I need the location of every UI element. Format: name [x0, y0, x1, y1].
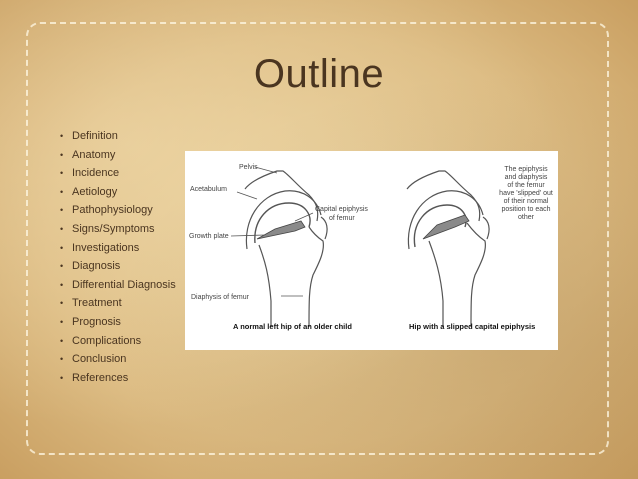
bullet-icon: • [60, 149, 64, 160]
note-line: and diaphysis [504, 174, 548, 181]
bullet-icon: • [60, 168, 64, 179]
list-item-label: Definition [72, 130, 118, 142]
femur-shaft-left-edge [259, 245, 271, 327]
list-item-label: Aetiology [72, 185, 118, 198]
bullet-icon: • [60, 279, 64, 290]
hip-diagram-figure [185, 151, 558, 350]
bullet-icon: • [60, 335, 64, 346]
list-item-label: Conclusion [72, 353, 127, 366]
label-acetabulum: Acetabulum [190, 186, 227, 193]
list-item [60, 183, 176, 202]
note-line: The epiphysis [504, 166, 548, 173]
femur-shaft-right-edge [309, 227, 323, 327]
list-item-label: Treatment [72, 297, 122, 310]
label-capital-epiphysis-2: of femur [329, 215, 355, 222]
caption-slipped-hip: Hip with a slipped capital epiphysis [409, 322, 536, 331]
note-line: other [518, 214, 534, 221]
list-item-label: Differential Diagnosis [72, 278, 176, 291]
growth-plate-shape [257, 221, 305, 239]
list-item [60, 276, 176, 295]
note-line: position to each [501, 206, 551, 213]
list-item [60, 127, 176, 146]
bullet-icon: • [60, 186, 64, 197]
list-item-label: Signs/Symptoms [72, 222, 155, 235]
slipped-hip-drawing [407, 171, 489, 327]
normal-hip-drawing [245, 171, 327, 327]
list-item [60, 220, 176, 239]
list-item [60, 239, 176, 258]
pelvis-leader [255, 167, 277, 173]
acetabulum-leader [237, 192, 257, 199]
list-item-label: Investigations [72, 241, 140, 254]
bullet-icon: • [60, 242, 64, 253]
note-line: have 'slipped' out [499, 190, 553, 197]
list-item [60, 257, 176, 276]
list-item-label: Diagnosis [72, 260, 121, 273]
caption-normal-hip: A normal left hip of an older child [233, 322, 352, 331]
outline-list [60, 127, 176, 387]
bullet-icon: • [60, 316, 64, 327]
greater-trochanter [321, 217, 327, 239]
bullet-icon: • [60, 354, 64, 365]
list-item [60, 332, 176, 351]
list-item [60, 146, 176, 165]
list-item [60, 294, 176, 313]
list-item-label: Anatomy [72, 148, 116, 161]
bullet-icon: • [60, 223, 64, 234]
note-line: of the femur [507, 182, 545, 189]
note-line: of their normal [503, 198, 549, 205]
bullet-icon: • [60, 372, 64, 383]
list-item [60, 201, 176, 220]
list-item-label: Complications [72, 334, 142, 347]
femur-shaft-left-edge-right [429, 241, 443, 327]
hip-diagram [185, 151, 558, 350]
bullet-icon: • [60, 205, 64, 216]
list-item [60, 313, 176, 332]
list-item-label: Prognosis [72, 315, 121, 328]
growth-plate-leader [231, 235, 265, 236]
bullet-icon: • [60, 298, 64, 309]
list-item-label: References [72, 371, 129, 384]
label-pelvis: Pelvis [239, 164, 258, 171]
bullet-icon: • [60, 131, 64, 141]
slipped-growth-plate-shape [423, 215, 469, 239]
label-capital-epiphysis: Capital epiphysis [315, 206, 368, 213]
femur-shaft-right-edge-right [467, 223, 485, 327]
list-item [60, 369, 176, 388]
slide-title: Outline [253, 52, 385, 96]
list-item [60, 350, 176, 369]
list-item-label: Incidence [72, 167, 120, 180]
list-item-label: Pathophysiology [72, 204, 153, 217]
greater-trochanter-right [483, 217, 489, 239]
label-diaphysis: Diaphysis of femur [191, 294, 249, 301]
label-growth-plate: Growth plate [189, 233, 229, 240]
bullet-icon: • [60, 261, 64, 272]
list-item [60, 164, 176, 183]
